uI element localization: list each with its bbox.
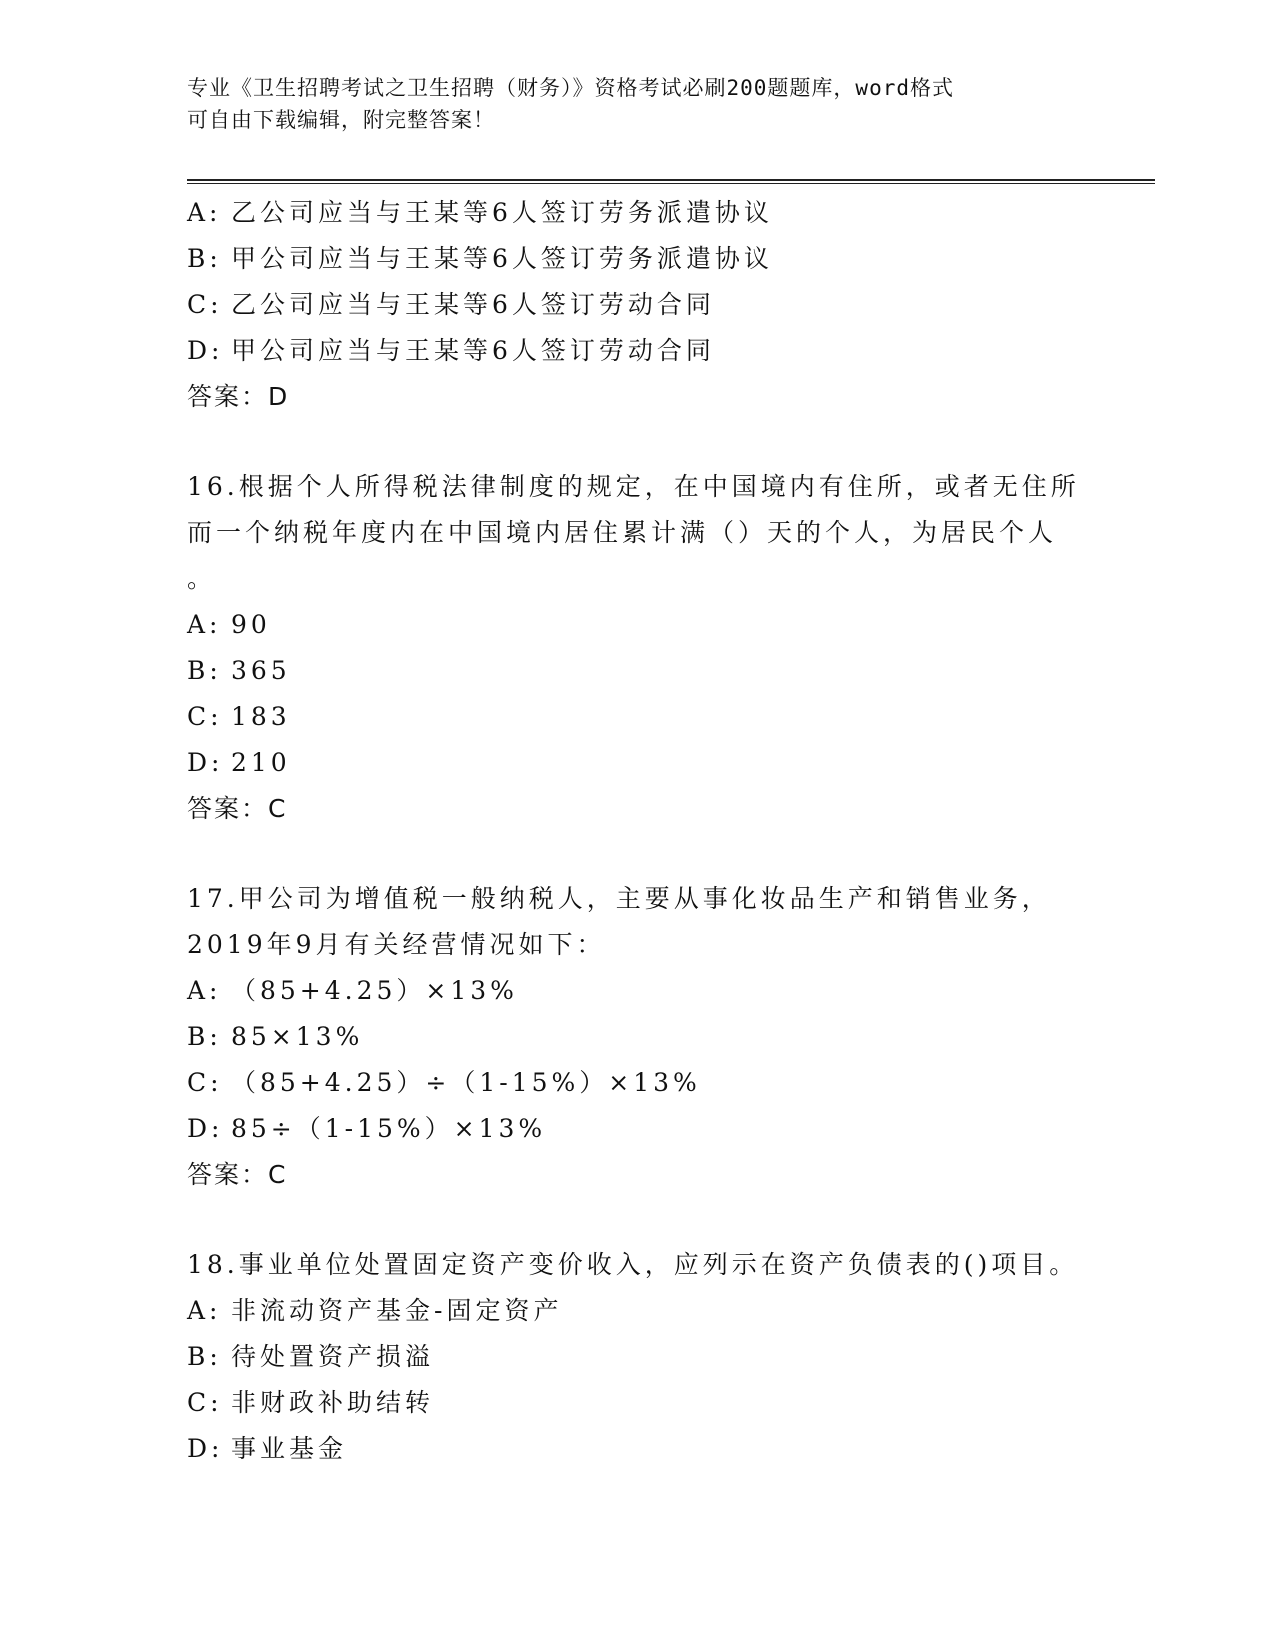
option-letter: B: <box>187 244 222 273</box>
option-a <box>187 602 1087 648</box>
option-letter: D: <box>187 336 224 365</box>
option-letter: B: <box>187 1022 222 1051</box>
option-text: 甲公司应当与王某等6人签订劳动合同 <box>231 336 715 365</box>
option-d <box>187 1106 1087 1152</box>
option-c <box>187 1380 1087 1426</box>
option-d <box>187 1426 1087 1472</box>
document-header <box>187 72 1087 136</box>
answer-label: 答案：C <box>187 1160 288 1189</box>
option-letter: A: <box>187 976 222 1005</box>
header-rule-thick <box>187 179 1155 181</box>
question-stem: 18.事业单位处置固定资产变价收入，应列示在资产负债表的()项目。 <box>187 1250 1079 1279</box>
option-letter: A: <box>187 1296 222 1325</box>
option-a <box>187 190 1087 236</box>
question-stem: 2019年9月有关经营情况如下： <box>187 930 606 959</box>
option-letter: A: <box>187 610 222 639</box>
option-text: 85×13% <box>231 1022 364 1051</box>
answer-label: 答案：D <box>187 382 290 411</box>
option-b <box>187 1334 1087 1380</box>
answer-label: 答案：C <box>187 794 288 823</box>
option-text: （85+4.25）×13% <box>231 976 518 1005</box>
option-c <box>187 694 1087 740</box>
option-text: 待处置资产损溢 <box>231 1342 435 1371</box>
option-letter: C: <box>187 1068 223 1097</box>
option-a <box>187 968 1087 1014</box>
option-text: 事业基金 <box>231 1434 348 1463</box>
option-letter: D: <box>187 1434 224 1463</box>
option-letter: A: <box>187 198 222 227</box>
option-text: （85+4.25）÷（1-15%）×13% <box>231 1068 701 1097</box>
header-line-1: 专业《卫生招聘考试之卫生招聘（财务）》资格考试必刷200题题库，word格式 <box>187 76 954 100</box>
option-letter: D: <box>187 1114 224 1143</box>
option-text: 365 <box>231 656 291 685</box>
question-18 <box>187 1242 1087 1472</box>
option-d <box>187 328 1087 374</box>
option-text: 甲公司应当与王某等6人签订劳务派遣协议 <box>231 244 773 273</box>
question-stem: 17.甲公司为增值税一般纳税人，主要从事化妆品生产和销售业务， <box>187 884 1051 913</box>
option-text: 乙公司应当与王某等6人签订劳务派遣协议 <box>231 198 773 227</box>
option-b <box>187 236 1087 282</box>
option-text: 非流动资产基金-固定资产 <box>231 1296 563 1325</box>
option-text: 乙公司应当与王某等6人签订劳动合同 <box>231 290 715 319</box>
option-text: 90 <box>231 610 271 639</box>
question-16 <box>187 464 1087 832</box>
question-list <box>187 190 1087 1472</box>
question-stem: 16.根据个人所得税法律制度的规定，在中国境内有住所，或者无住所 <box>187 472 1080 501</box>
option-text: 210 <box>231 748 291 777</box>
option-c <box>187 1060 1087 1106</box>
header-line-2: 可自由下载编辑，附完整答案！ <box>187 108 495 132</box>
option-letter: D: <box>187 748 224 777</box>
question-17 <box>187 876 1087 1198</box>
option-d <box>187 740 1087 786</box>
option-c <box>187 282 1087 328</box>
question-stem: 。 <box>187 564 217 593</box>
option-b <box>187 648 1087 694</box>
option-text: 85÷（1-15%）×13% <box>231 1114 547 1143</box>
question-15 <box>187 190 1087 420</box>
option-text: 非财政补助结转 <box>231 1388 435 1417</box>
option-letter: C: <box>187 702 223 731</box>
option-letter: B: <box>187 656 222 685</box>
option-b <box>187 1014 1087 1060</box>
option-letter: C: <box>187 290 223 319</box>
header-rule-thin <box>187 183 1155 184</box>
option-letter: B: <box>187 1342 222 1371</box>
question-stem: 而一个纳税年度内在中国境内居住累计满（）天的个人，为居民个人 <box>187 518 1058 547</box>
option-a <box>187 1288 1087 1334</box>
option-letter: C: <box>187 1388 223 1417</box>
option-text: 183 <box>231 702 291 731</box>
